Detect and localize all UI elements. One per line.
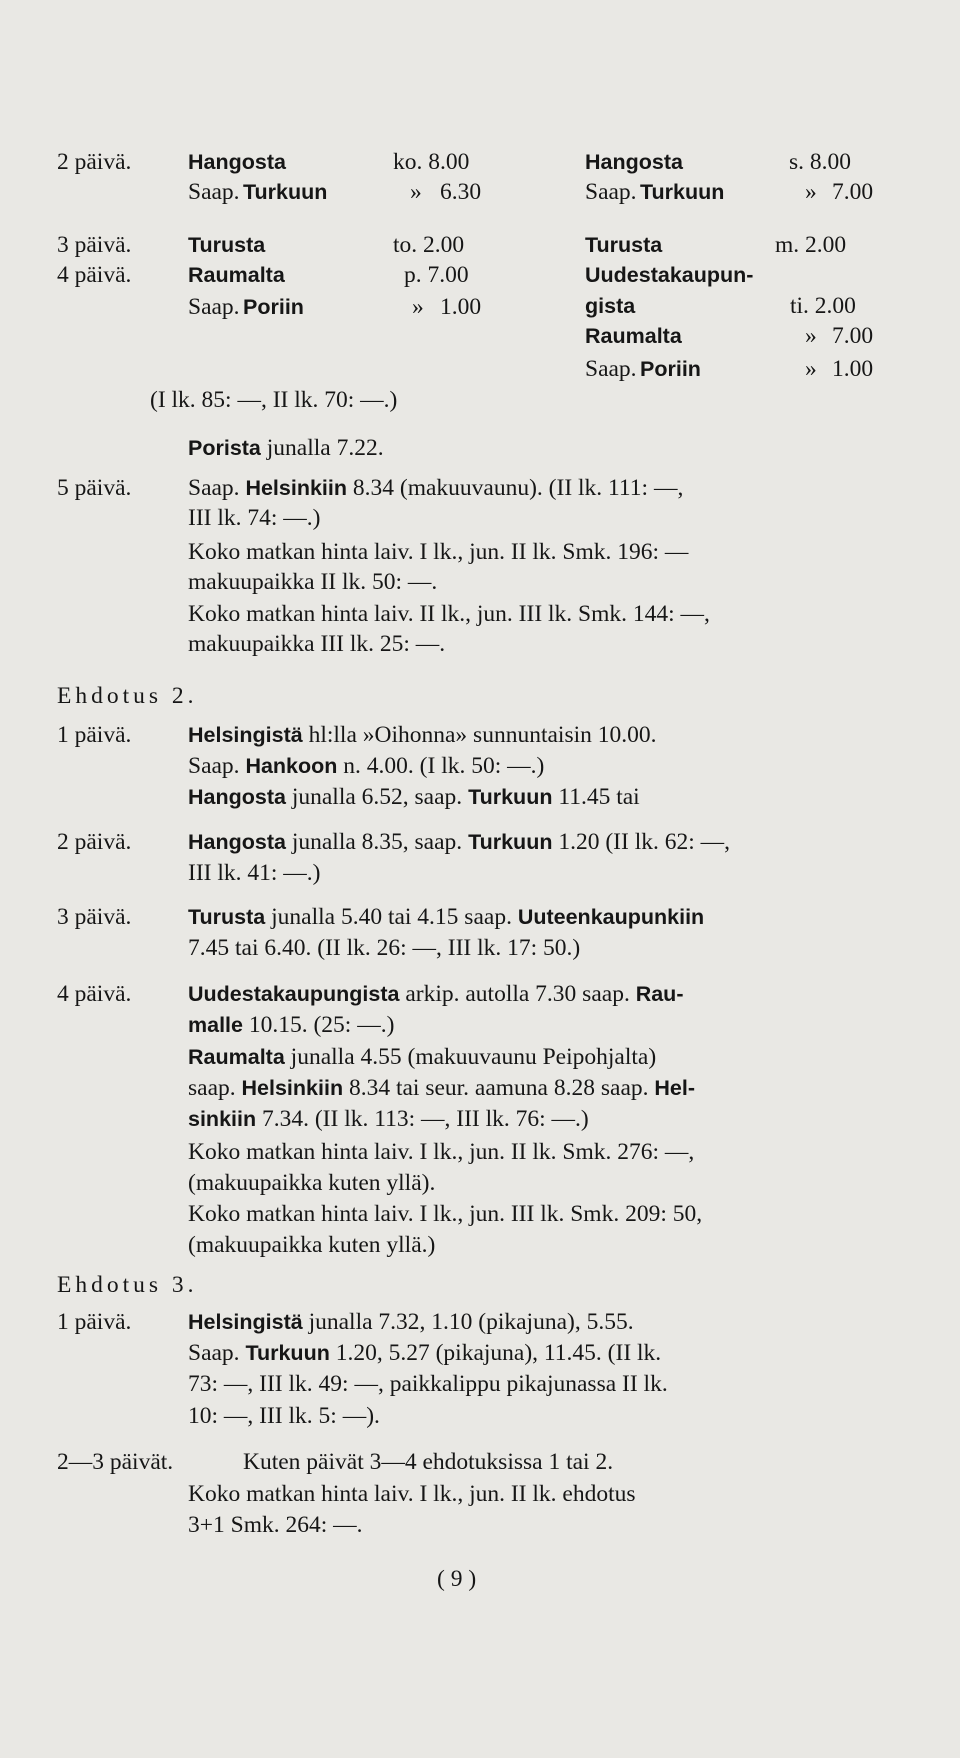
text: n. 4.00. (I lk. 50: —.) (343, 753, 545, 779)
station: Hankoon (245, 754, 338, 778)
time: 1.00 (832, 356, 874, 382)
text: saap. (188, 1075, 236, 1101)
section-heading: Ehdotus 3. (57, 1272, 198, 1298)
text-line (188, 1077, 695, 1101)
text-line: Koko matkan hinta laiv. I lk., jun. II lk. Smk. 276: —, (188, 1139, 695, 1165)
text-line: 3+1 Smk. 264: —. (188, 1512, 363, 1538)
text: Saap. (188, 1340, 240, 1366)
ditto: » (805, 323, 817, 349)
station: Uuteenkaupunkiin (517, 905, 705, 929)
text: Saap. (188, 753, 240, 779)
arrival-label: Saap. (585, 179, 637, 205)
text-line: (makuupaikka kuten yllä.) (188, 1232, 436, 1258)
station: Uudestakaupungista (188, 982, 400, 1006)
day-label: 2 päivä. (57, 829, 132, 855)
station: Raumalta (188, 1045, 285, 1069)
ditto: » (805, 356, 817, 382)
text-line (188, 831, 730, 855)
text-line (188, 1311, 634, 1335)
arrival-label: Saap. (188, 179, 240, 205)
time: 7.00 (832, 323, 874, 349)
text-line: 7.45 tai 6.40. (II lk. 26: —, III lk. 17: 50.) (188, 935, 581, 961)
text-line (188, 983, 683, 1007)
page-number: ( 9 ) (437, 1566, 477, 1592)
station: Poriin (243, 295, 304, 319)
day-label: 4 päivä. (57, 262, 132, 288)
price-note: (I lk. 85: —, II lk. 70: —.) (150, 387, 398, 413)
station: Helsinkiin (245, 476, 347, 500)
text-line (188, 755, 544, 779)
text: junalla 7.32, 1.10 (pikajuna), 5.55. (308, 1309, 634, 1335)
text: junalla 6.52, saap. (291, 784, 463, 810)
station: malle (188, 1013, 243, 1037)
station: Hangosta (188, 150, 286, 174)
ditto: » (412, 294, 424, 320)
day-label: 4 päivä. (57, 981, 132, 1007)
station: Hangosta (188, 830, 286, 854)
time: ko. 8.00 (393, 149, 470, 175)
text-line (188, 1046, 656, 1070)
day-label: 3 päivä. (57, 232, 132, 258)
text-line: (makuupaikka kuten yllä). (188, 1170, 436, 1196)
station: Turusta (188, 233, 266, 257)
station: Turkuun (468, 830, 553, 854)
day-label: 3 päivä. (57, 904, 132, 930)
text-line: Koko matkan hinta laiv. I lk., jun. II lk. ehdotus (188, 1481, 636, 1507)
day-label: 5 päivä. (57, 475, 132, 501)
station: gista (585, 294, 636, 318)
time: 6.30 (440, 179, 482, 205)
text: arkip. autolla 7.30 saap. (405, 981, 630, 1007)
time: 1.00 (440, 294, 482, 320)
text-line (188, 1342, 661, 1366)
text-line: Koko matkan hinta laiv. II lk., jun. III lk. Smk. 144: —, (188, 601, 710, 627)
station: Helsinkiin (241, 1076, 344, 1100)
station: Poriin (640, 357, 701, 381)
text-line: Koko matkan hinta laiv. I lk., jun. III lk. Smk. 209: 50, (188, 1201, 703, 1227)
text: 1.20, 5.27 (pikajuna), 11.45. (II lk. (335, 1340, 662, 1366)
text: Saap. (188, 475, 240, 501)
station: Uudestakaupun- (585, 263, 754, 287)
text-line: 73: —, III lk. 49: —, paikkalippu pikajunassa II lk. (188, 1371, 668, 1397)
section-heading: Ehdotus 2. (57, 683, 198, 709)
time: 7.00 (832, 179, 874, 205)
time: s. 8.00 (789, 149, 852, 175)
text: junalla 8.35, saap. (291, 829, 463, 855)
day-label: 1 päivä. (57, 722, 132, 748)
station: Hangosta (188, 785, 286, 809)
station: Hangosta (585, 150, 683, 174)
time: m. 2.00 (775, 232, 847, 258)
text: junalla 4.55 (makuuvaunu Peipohjalta) (290, 1044, 657, 1070)
time: p. 7.00 (404, 262, 469, 288)
ditto: » (805, 179, 817, 205)
station: sinkiin (188, 1107, 257, 1131)
text-line (188, 477, 683, 501)
text-line (188, 1108, 589, 1132)
day-label: 1 päivä. (57, 1309, 132, 1335)
station: Rau- (635, 982, 684, 1006)
station: Turkuun (640, 180, 725, 204)
station: Turkuun (468, 785, 553, 809)
station: Hel- (654, 1076, 695, 1100)
text: junalla 7.22. (266, 435, 384, 461)
station: Raumalta (188, 263, 285, 287)
text: 7.34. (II lk. 113: —, III lk. 76: —.) (261, 1106, 589, 1132)
text-line: 10: —, III lk. 5: —). (188, 1403, 380, 1429)
ditto: » (410, 179, 422, 205)
text-line: Koko matkan hinta laiv. I lk., jun. II lk. Smk. 196: — (188, 539, 689, 565)
text-line (188, 906, 704, 930)
text: 10.15. (25: —.) (248, 1012, 395, 1038)
text-line (188, 724, 657, 748)
station: Raumalta (585, 324, 682, 348)
text-line: Kuten päivät 3—4 ehdotuksissa 1 tai 2. (243, 1449, 614, 1475)
time: ti. 2.00 (790, 293, 856, 319)
text-line (188, 786, 640, 810)
text: 8.34 (makuuvaunu). (II lk. 111: —, (352, 475, 684, 501)
station: Turkuun (245, 1341, 330, 1365)
station: Porista (188, 436, 261, 460)
time: to. 2.00 (393, 232, 465, 258)
text-line: III lk. 41: —.) (188, 860, 321, 886)
text: 1.20 (II lk. 62: —, (558, 829, 731, 855)
station: Turkuun (243, 180, 328, 204)
station: Helsingistä (188, 723, 303, 747)
text-line: makuupaikka III lk. 25: —. (188, 631, 446, 657)
day-label: 2—3 päivät. (57, 1449, 174, 1475)
text-line (188, 1014, 394, 1038)
text: 8.34 tai seur. aamuna 8.28 saap. (348, 1075, 649, 1101)
day-label: 2 päivä. (57, 149, 132, 175)
station: Turusta (585, 233, 663, 257)
text-line (188, 437, 384, 461)
arrival-label: Saap. (585, 356, 637, 382)
text: 11.45 tai (558, 784, 640, 810)
station: Helsingistä (188, 1310, 303, 1334)
text-line: makuupaikka II lk. 50: —. (188, 569, 438, 595)
text: junalla 5.40 tai 4.15 saap. (271, 904, 512, 930)
text: hl:lla »Oihonna» sunnuntaisin 10.00. (308, 722, 657, 748)
station: Turusta (188, 905, 266, 929)
arrival-label: Saap. (188, 294, 240, 320)
text-line: III lk. 74: —.) (188, 505, 321, 531)
